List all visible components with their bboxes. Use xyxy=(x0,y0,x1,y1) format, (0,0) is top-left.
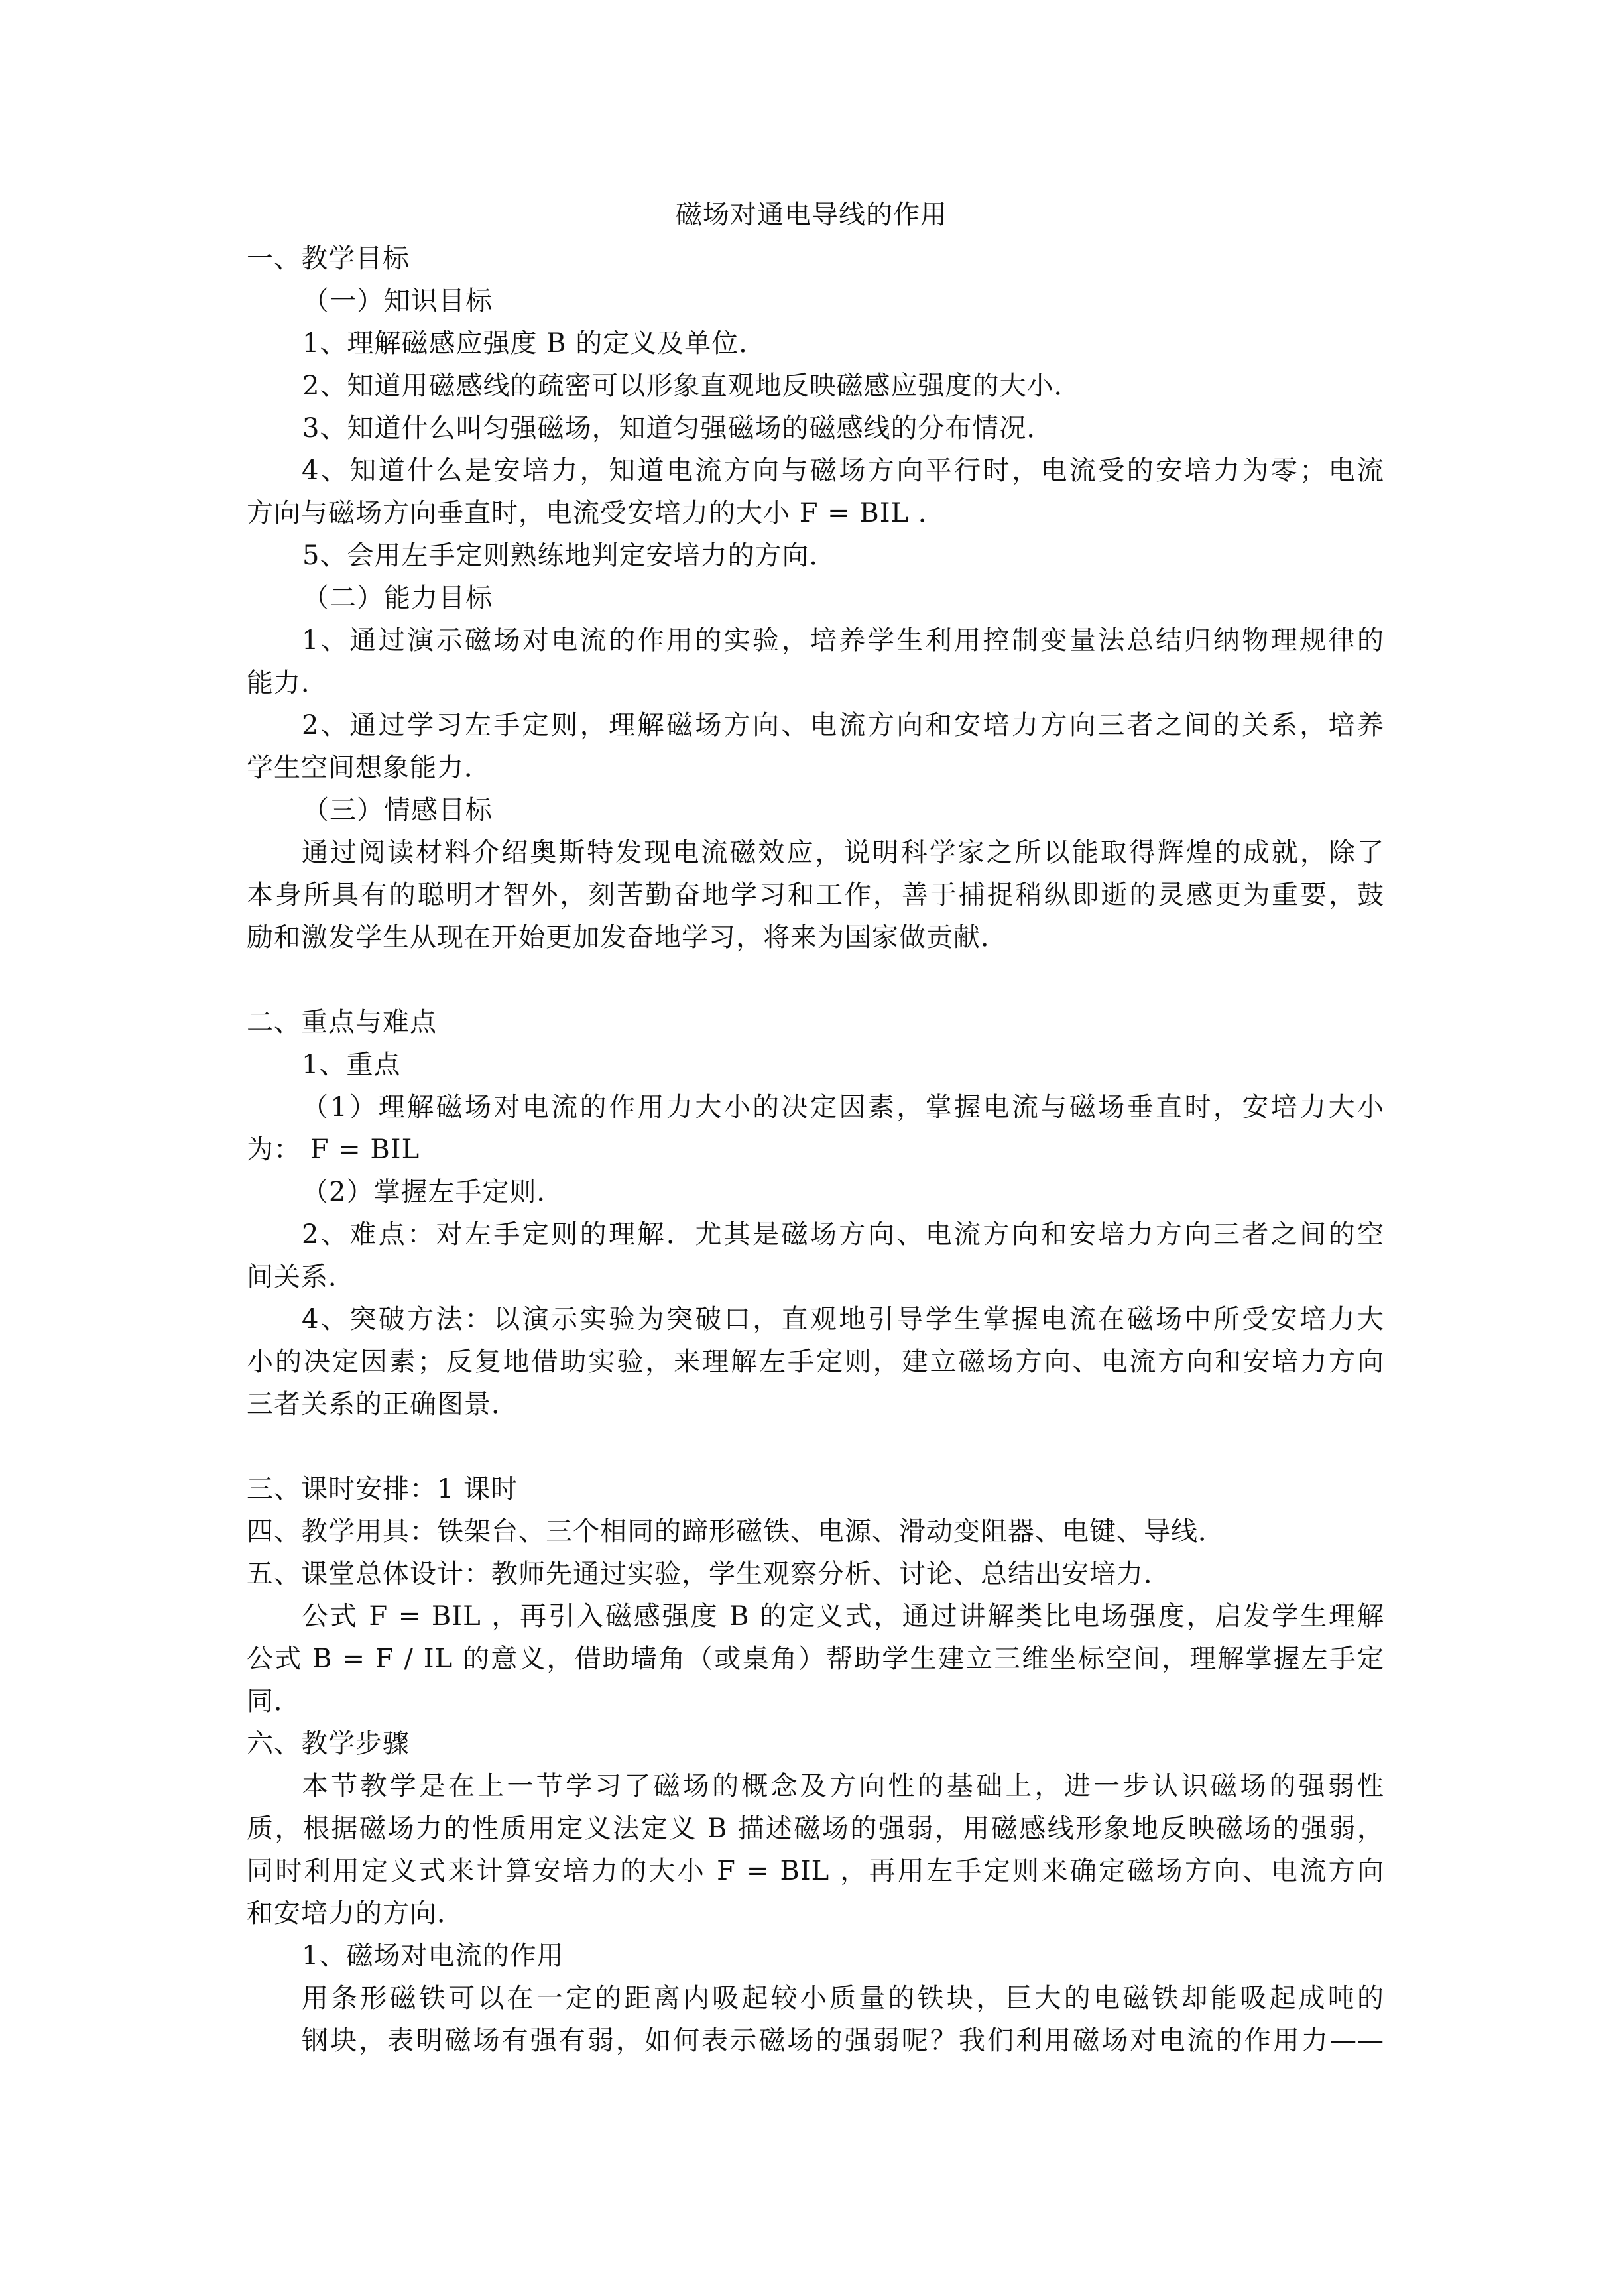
section6-para-line-1: 本节教学是在上一节学习了磁场的概念及方向性的基础上，进一步认识磁场的强弱性 xyxy=(302,1771,1384,1801)
ability-item-1-line-1: 1、通过演示磁场对电流的作用的实验，培养学生利用控制变量法总结归纳物理规律的 xyxy=(302,625,1384,656)
knowledge-item-1: 1、理解磁感应强度 B 的定义及单位． xyxy=(302,328,766,359)
method-line-2: 小的决定因素；反复地借助实验，来理解左手定则，建立磁场方向、电流方向和安培力方向 xyxy=(247,1347,1384,1377)
key-point-1-line-1: （1）理解磁场对电流的作用力大小的决定因素，掌握电流与磁场垂直时，安培力大小 xyxy=(302,1092,1384,1122)
section4-teaching-tools: 四、教学用具：铁架台、三个相同的蹄形磁铁、电源、滑动变阻器、电键、导线． xyxy=(247,1516,1225,1547)
section6-sub1-line-1: 用条形磁铁可以在一定的距离内吸起较小质量的铁块，巨大的电磁铁却能吸起成吨的 xyxy=(302,1983,1384,2014)
knowledge-item-2: 2、知道用磁感线的疏密可以形象直观地反映磁感应强度的大小． xyxy=(302,371,1081,401)
section6-para-line-3: 同时利用定义式来计算安培力的大小 F = BIL ，再用左手定则来确定磁场方向、电流方向 xyxy=(247,1856,1384,1886)
section5-line-2: 公式 B = F / IL 的意义，借助墙角（或桌角）帮助学生建立三维坐标空间，理解掌握左手定 xyxy=(247,1644,1384,1674)
emotion-line-3: 励和激发学生从现在开始更加发奋地学习，将来为国家做贡献． xyxy=(247,922,1008,953)
ability-item-1-line-2: 能力． xyxy=(247,668,328,698)
knowledge-item-3: 3、知道什么叫匀强磁场，知道匀强磁场的磁感线的分布情况． xyxy=(302,413,1054,444)
emotion-heading: （三）情感目标 xyxy=(302,795,493,825)
knowledge-item-5: 5、会用左手定则熟练地判定安培力的方向． xyxy=(302,540,837,571)
section3-schedule: 三、课时安排：1 课时 xyxy=(247,1474,518,1504)
difficulty-line-1: 2、难点：对左手定则的理解．尤其是磁场方向、电流方向和安培力方向三者之间的空 xyxy=(302,1219,1384,1250)
section6-para-line-2: 质，根据磁场力的性质用定义法定义 B 描述磁场的强弱，用磁感线形象地反映磁场的强弱， xyxy=(247,1813,1384,1844)
section6-sub1-heading: 1、磁场对电流的作用 xyxy=(302,1941,564,1971)
document-title: 磁场对通电导线的作用 xyxy=(676,200,947,230)
key-point-1-line-2: 为： F = BIL xyxy=(247,1134,420,1165)
ability-item-2-line-2: 学生空间想象能力． xyxy=(247,753,491,783)
knowledge-heading: （一）知识目标 xyxy=(302,286,493,316)
emotion-line-1: 通过阅读材料介绍奥斯特发现电流磁效应，说明科学家之所以能取得辉煌的成就，除了 xyxy=(302,837,1384,868)
knowledge-item-4-line-2: 方向与磁场方向垂直时，电流受安培力的大小 F = BIL ． xyxy=(247,498,945,528)
section6-para-line-4: 和安培力的方向． xyxy=(247,1898,464,1929)
section5-heading: 五、课堂总体设计：教师先通过实验，学生观察分析、讨论、总结出安培力． xyxy=(247,1559,1171,1589)
section1-heading: 一、教学目标 xyxy=(247,243,410,274)
ability-heading: （二）能力目标 xyxy=(302,583,493,613)
section6-heading: 六、教学步骤 xyxy=(247,1728,410,1759)
key-points-heading: 1、重点 xyxy=(302,1050,401,1080)
section5-line-3: 同． xyxy=(247,1686,301,1717)
key-point-2: （2）掌握左手定则． xyxy=(302,1177,564,1207)
method-line-1: 4、突破方法：以演示实验为突破口，直观地引导学生掌握电流在磁场中所受安培力大 xyxy=(302,1304,1384,1335)
section6-sub1-line-2: 钢块，表明磁场有强有弱，如何表示磁场的强弱呢？我们利用磁场对电流的作用力—— xyxy=(302,2025,1384,2056)
emotion-line-2: 本身所具有的聪明才智外，刻苦勤奋地学习和工作，善于捕捉稍纵即逝的灵感更为重要，鼓 xyxy=(247,880,1384,910)
method-line-3: 三者关系的正确图景． xyxy=(247,1389,518,1420)
section2-heading: 二、重点与难点 xyxy=(247,1007,437,1038)
ability-item-2-line-1: 2、通过学习左手定则，理解磁场方向、电流方向和安培力方向三者之间的关系，培养 xyxy=(302,710,1384,741)
difficulty-line-2: 间关系． xyxy=(247,1262,355,1292)
knowledge-item-4-line-1: 4、知道什么是安培力，知道电流方向与磁场方向平行时，电流受的安培力为零；电流 xyxy=(302,455,1384,486)
section5-line-1: 公式 F = BIL ，再引入磁感强度 B 的定义式，通过讲解类比电场强度，启发学生理解 xyxy=(302,1601,1384,1632)
